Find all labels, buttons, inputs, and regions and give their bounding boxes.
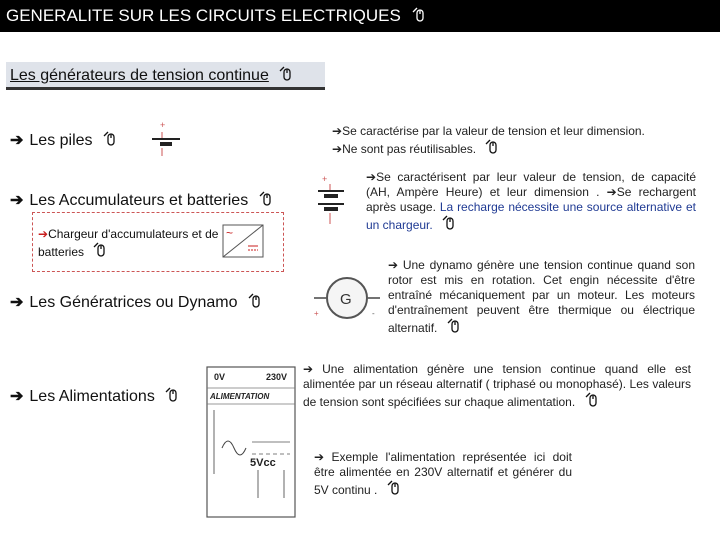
section-subtitle — [6, 62, 325, 90]
charger-label-text: Chargeur d'accumulateurs et de batteries — [38, 227, 219, 259]
charger-symbol — [222, 224, 264, 258]
arrow-right-icon: ➔ — [38, 227, 49, 241]
svg-text:+: + — [314, 309, 319, 318]
device-label-alim: ALIMENTATION — [210, 392, 270, 401]
mouse-icon[interactable] — [440, 215, 456, 231]
alimentations-example-text: Exemple l'alimentation représentée ici doit être alimentée en 230V alternatif et générer du 5V continu . — [314, 450, 572, 497]
piles-line-2: Ne sont pas réutilisables. — [342, 142, 477, 156]
arrow-right-icon: ➔ — [388, 258, 399, 272]
arrow-right-icon: ➔ — [314, 450, 325, 464]
generatrices-desc-text: Une dynamo génère une tension continue quand son rotor est mis en rotation. Cet engin nécessite d'être entraîné mécaniquement par un moteur. Les moteurs d'entraînement peuvent être thermique ou électrique alternatif. — [388, 258, 695, 335]
piles-desc — [332, 124, 712, 157]
arrow-right-icon: ➔ — [332, 142, 343, 156]
arrow-right-icon: ➔ — [366, 170, 377, 184]
accumulateurs-desc-2: Se rechargent après usage. — [366, 185, 696, 214]
heading-generatrices — [10, 292, 262, 312]
accumulateurs-desc-1: Se caractérisent par leur valeur de tension, de capacité (AH, Ampère Heure) et leur dimension . — [366, 170, 696, 199]
alimentations-desc-text: Une alimentation génère une tension continue quand elle est alimentée par un réseau alternatif ( triphasé ou monophasé). Les valeurs de tension sont spécifiées sur chaque alimentation. — [303, 362, 691, 409]
heading-piles-label: Les piles — [29, 132, 93, 149]
mouse-icon[interactable] — [385, 480, 401, 496]
mouse-icon[interactable] — [445, 318, 461, 334]
svg-text:-: - — [372, 309, 375, 318]
piles-line-1: Se caractérise par la valeur de tension et leur dimension. — [342, 124, 645, 138]
heading-piles — [10, 130, 117, 150]
heading-alimentations-label: Les Alimentations — [29, 388, 155, 405]
power-supply-device — [206, 366, 298, 522]
arrow-right-icon: ➔ — [10, 132, 24, 149]
arrow-right-icon: ➔ — [10, 294, 24, 311]
title-bar — [0, 0, 720, 32]
svg-text:~: ~ — [226, 226, 234, 240]
device-label-0v: 0V — [214, 372, 226, 382]
mouse-icon[interactable] — [101, 131, 117, 147]
charger-label — [38, 226, 222, 260]
heading-generatrices-label: Les Génératrices ou Dynamo — [29, 294, 238, 311]
mouse-icon[interactable] — [277, 66, 293, 82]
mouse-icon[interactable] — [583, 392, 599, 408]
mouse-icon[interactable] — [91, 242, 107, 258]
battery-cell-symbol — [150, 118, 190, 160]
battery-pack-symbol — [312, 172, 352, 228]
arrow-right-icon: ➔ — [10, 388, 24, 405]
arrow-right-icon: ➔ — [332, 124, 343, 138]
mouse-icon[interactable] — [410, 7, 426, 23]
svg-text:+: + — [322, 174, 328, 184]
svg-text:+: + — [160, 120, 166, 130]
heading-accumulateurs — [10, 190, 273, 210]
device-label-230v: 230V — [266, 372, 288, 382]
page-title: GENERALITE SUR LES CIRCUITS ELECTRIQUES — [6, 6, 401, 25]
heading-alimentations — [10, 386, 179, 406]
mouse-icon[interactable] — [257, 191, 273, 207]
arrow-right-icon: ➔ — [10, 192, 24, 209]
generator-letter: G — [340, 291, 352, 308]
alimentations-example — [314, 450, 572, 498]
device-label-5vcc: 5Vcc — [250, 457, 276, 469]
alimentations-desc — [303, 362, 691, 410]
accumulateurs-desc-3: La recharge nécessite une source alternative et un chargeur. — [366, 200, 696, 232]
arrow-right-icon: ➔ — [303, 362, 314, 376]
subtitle-text: Les générateurs de tension continue — [10, 67, 269, 84]
arrow-right-icon: ➔ — [606, 185, 617, 199]
mouse-icon[interactable] — [483, 139, 499, 155]
generator-symbol — [312, 276, 382, 322]
accumulateurs-desc — [366, 170, 696, 233]
mouse-icon[interactable] — [163, 387, 179, 403]
heading-accumulateurs-label: Les Accumulateurs et batteries — [29, 192, 249, 209]
generatrices-desc — [388, 258, 695, 336]
mouse-icon[interactable] — [246, 293, 262, 309]
